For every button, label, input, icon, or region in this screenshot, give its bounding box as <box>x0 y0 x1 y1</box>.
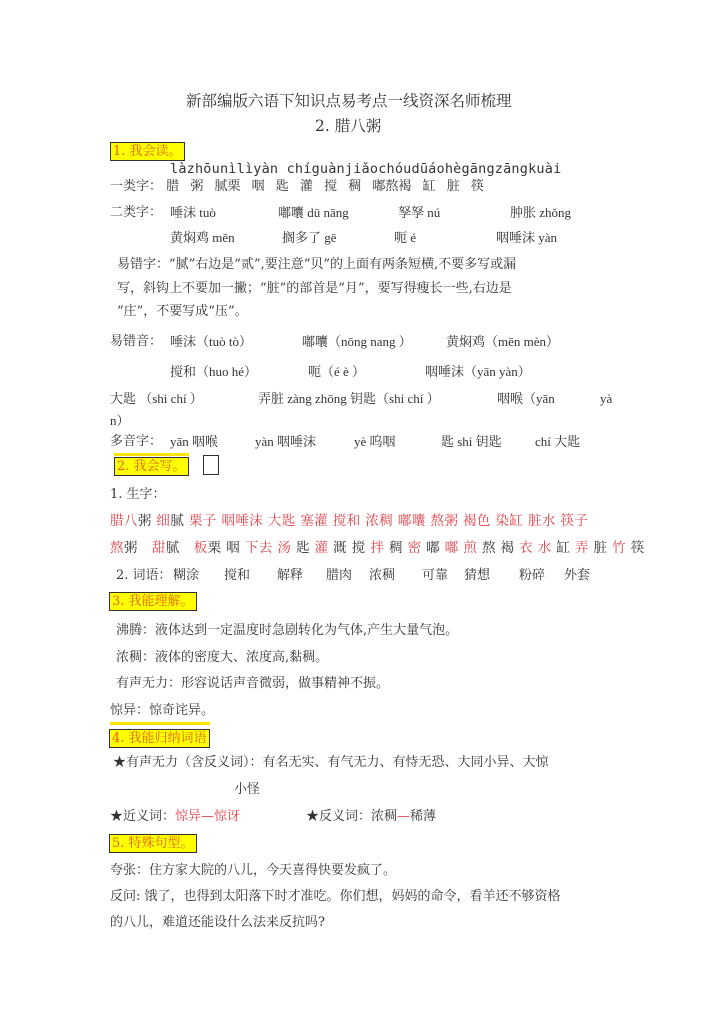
synonym-antonym-line <box>110 808 437 826</box>
duoyinzi-row <box>110 433 581 451</box>
antonym-label: 反义词： <box>319 809 372 824</box>
star-icon: ★ <box>306 809 320 824</box>
synonym-value: 惊异—惊讶 <box>175 809 241 824</box>
yicuozi-line-2: 写，斜钩上不要加一撇；“脏”的部首是“月”，要写得瘦长一些,右边是 <box>117 281 512 296</box>
shengzi-word: 染缸 <box>495 513 524 529</box>
antonym-dash: — <box>397 809 411 824</box>
ciyu-item: 可靠 <box>422 568 449 583</box>
yilei-row <box>110 178 491 196</box>
shengzi-word: 大匙 <box>267 513 296 529</box>
shengzi-word: 腻 <box>165 540 180 556</box>
pinyin-line: làzhōunìlìyàn chíguànjiǎochóudūáohègāngzāngkuài <box>170 161 562 177</box>
shengzi-word: 嘟 煎 <box>444 540 478 556</box>
erlei-row-1 <box>110 204 572 222</box>
shengzi-word: 匙 <box>291 540 315 556</box>
ciyu-item: 猜想 <box>464 568 491 583</box>
shengzi-word: 竹 <box>612 540 627 556</box>
shengzi-word: 衣 水 <box>519 540 552 556</box>
ciyu-item: 浓稠 <box>369 568 396 583</box>
shengzi-word: 栗子 <box>188 513 217 529</box>
shengzi-word: 粥 <box>137 513 152 529</box>
yicuoyin-item: 咽唾沫（yān yàn） <box>425 364 531 379</box>
shengzi-word: 密 <box>407 540 422 556</box>
section-heading-understand: 3. 我能理解。 <box>109 592 197 611</box>
ciyu-item: 搅和 <box>224 568 251 583</box>
yicuoyin-item: 黄焖鸡（mēn mèn） <box>446 334 560 349</box>
document-subtitle: 2. 腊八粥 <box>315 117 382 135</box>
shengzi-word <box>138 540 152 556</box>
shengzi-word: 熬 <box>110 540 124 556</box>
ciyu-item: 外套 <box>564 568 591 583</box>
shengzi-word: 拌 <box>370 540 385 556</box>
shengzi-word: 浓稠 <box>365 513 394 529</box>
shengzi-word: 褐色 <box>462 513 491 529</box>
shengzi-word: 缸 <box>551 540 575 556</box>
yicuoyin-row-3-wrap: n） <box>110 413 130 428</box>
definition-item: 有声无力：形容说话声音微弱，做事精神不振。 <box>116 676 390 691</box>
shengzi-word: 粥 <box>123 540 138 556</box>
checkbox-square <box>203 455 219 475</box>
shengzi-word: 嘟囔 <box>397 513 426 529</box>
erlei-item: 咽唾沫 yàn <box>496 230 558 245</box>
yicuoyin-item: 搅和（huo hé） <box>170 364 258 379</box>
yicuoyin-item: 呃（é è ） <box>308 364 366 379</box>
yicuoyin-item: 嘟囔（nōng nang ） <box>302 334 412 349</box>
ciyu-item: 糊涂 <box>173 568 200 583</box>
yicuoyin-label: 易错音： <box>110 334 163 349</box>
shengzi-word: 灌 <box>314 540 329 556</box>
shengzi-word: 板 <box>193 540 208 556</box>
erlei-item: 嘟囔 dū nāng <box>278 205 349 220</box>
duoyinzi-item: yè 呜咽 <box>354 434 396 449</box>
yilei-char: 腻栗 <box>214 179 241 194</box>
ciyu-row <box>116 567 591 585</box>
shengzi-word: 甜 <box>151 540 166 556</box>
yilei-chars <box>166 179 491 194</box>
shengzi-word: 筷子 <box>560 513 589 529</box>
yilei-char: 稠 <box>348 179 362 194</box>
shengzi-word: 搅和 <box>332 513 361 529</box>
yicuoyin-item: yà <box>600 391 613 406</box>
shengzi-row-1 <box>110 512 588 530</box>
shengzi-word: 栗 咽 <box>207 540 245 556</box>
yicuoyin-item: 唾沫（tuò tò） <box>170 334 252 349</box>
erlei-label: 二类字： <box>110 205 163 220</box>
shengzi-word: 稠 <box>384 540 408 556</box>
shengzi-word: 嘟 <box>421 540 445 556</box>
definition-item: 浓稠：液体的密度大、浓度高,黏稠。 <box>116 650 329 665</box>
yilei-char: 搅 <box>324 179 338 194</box>
yicuoyin-row-1 <box>110 333 560 351</box>
yicuozi-text: “腻”右边是“贰”,要注意“贝”的上面有两条短横,不要多写或漏 <box>169 257 517 272</box>
shengzi-word: 弄 <box>574 540 589 556</box>
shengzi-word: 熬粥 <box>430 513 459 529</box>
section-heading-summarize: 4. 我能归纳词语 <box>109 729 210 748</box>
idiom-line <box>113 754 549 772</box>
ciyu-label: 2. 词语： <box>116 568 172 583</box>
erlei-item: 呃 é <box>394 230 417 245</box>
yilei-char: 嘟熬褐 <box>372 179 412 194</box>
yicuoyin-item: 大匙 （shi chí ） <box>110 391 203 406</box>
star-icon: ★ <box>110 809 124 824</box>
idiom-text: 有声无力（含反义词）：有名无实、有气无力、有恃无恐、大同小异、大惊 <box>126 755 549 770</box>
section-heading-write: 2. 我会写。 <box>114 457 189 476</box>
yicuozi-line-3: “庄”，不要写成“压”。 <box>117 304 248 319</box>
ciyu-item: 腊肉 <box>326 568 353 583</box>
synonym-label: 近义词： <box>123 809 176 824</box>
rhetorical-line-2: 的八儿，难道还能设什么法来反抗吗? <box>110 915 325 930</box>
antonym-right: 稀薄 <box>410 809 437 824</box>
yilei-char: 缸 <box>422 179 436 194</box>
duoyinzi-label: 多音字： <box>110 434 163 449</box>
ciyu-item: 解释 <box>277 568 304 583</box>
yilei-char: 咽 <box>251 179 265 194</box>
shengzi-word: 塞灌 <box>300 513 329 529</box>
duoyinzi-item: 匙 shi 钥匙 <box>441 434 502 449</box>
document-title: 新部编版六语下知识点易考点一线资深名师梳理 <box>186 92 512 110</box>
exaggeration-line: 夸张：住方家大院的八儿，今天喜得快要发疯了。 <box>110 863 397 878</box>
yicuozi-label: 易错字： <box>117 257 170 272</box>
shengzi-word <box>180 540 194 556</box>
erlei-item: 肿胀 zhǒng <box>510 205 572 220</box>
yilei-char: 粥 <box>190 179 204 194</box>
definition-item: 惊异：惊奇诧异。 <box>110 703 215 718</box>
shengzi-word: 腻 <box>170 513 185 529</box>
shengzi-row-2 <box>110 539 645 557</box>
shengzi-word: 熬 褐 <box>477 540 520 556</box>
duoyinzi-item: yān 咽喉 <box>170 434 219 449</box>
yicuoyin-item: 咽喉（yān <box>497 391 555 406</box>
yilei-char: 脏 <box>446 179 460 194</box>
yicuozi-line-1 <box>117 256 516 274</box>
duoyinzi-item: chí 大匙 <box>535 434 581 449</box>
shengzi-word: 溉 搅 <box>328 540 371 556</box>
antonym-left: 浓稠 <box>371 809 398 824</box>
definition-item: 沸腾：液体达到一定温度时急剧转化为气体,产生大量气泡。 <box>116 623 459 638</box>
erlei-item: 唾沫 tuò <box>170 205 216 220</box>
yilei-char: 腊 <box>166 179 180 194</box>
erlei-item: 搁多了 gē <box>282 230 337 245</box>
shengzi-word: 细 <box>156 513 171 529</box>
yellow-underline <box>114 453 189 456</box>
section-heading-read: 1. 我会读。 <box>110 142 185 161</box>
yilei-char: 筷 <box>470 179 484 194</box>
rhetorical-line-1: 反问: 饿了，也得到太阳落下时才准吃。你们想，妈妈的命令，看羊还不够资格 <box>110 889 561 904</box>
shengzi-word: 咽唾沫 <box>221 513 264 529</box>
shengzi-label: 1. 生字： <box>110 487 166 502</box>
idiom-line-wrap: 小怪 <box>234 782 261 797</box>
section-heading-sentence: 5. 特殊句型。 <box>109 834 197 853</box>
yellow-underline <box>110 722 210 725</box>
yilei-char: 匙 <box>275 179 289 194</box>
shengzi-word: 下去 汤 <box>244 540 292 556</box>
shengzi-word: 腊八 <box>110 513 138 529</box>
star-icon: ★ <box>113 755 127 770</box>
erlei-item: 孥孥 nú <box>398 205 441 220</box>
ciyu-item: 粉碎 <box>519 568 546 583</box>
yilei-label: 一类字： <box>110 179 163 194</box>
erlei-item: 黄焖鸡 mēn <box>170 230 235 245</box>
shengzi-word: 脏水 <box>527 513 556 529</box>
duoyinzi-item: yàn 咽唾沫 <box>255 434 317 449</box>
yicuoyin-item: 弄脏 zàng zhōng 钥匙（shi chí ） <box>258 391 440 406</box>
yilei-char: 灌 <box>299 179 313 194</box>
shengzi-word: 筷 <box>626 540 645 556</box>
shengzi-word: 脏 <box>588 540 613 556</box>
